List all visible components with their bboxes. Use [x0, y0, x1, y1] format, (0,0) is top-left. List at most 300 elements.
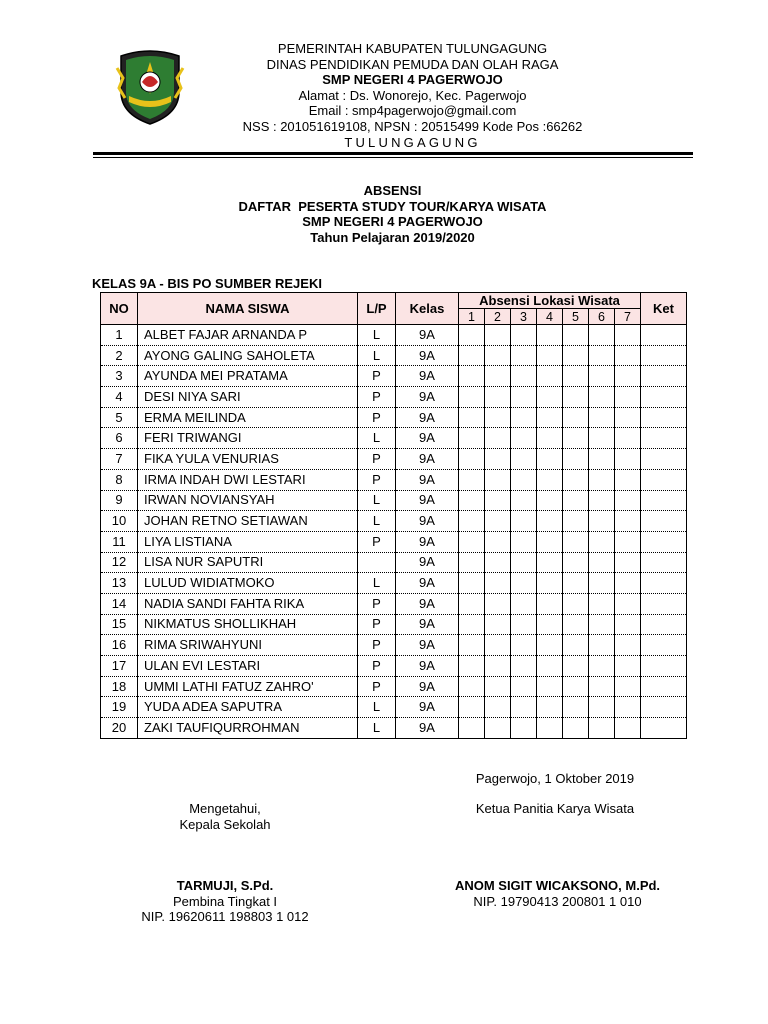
chair-signature — [430, 878, 685, 909]
cell-location-6[interactable] — [589, 469, 615, 490]
cell-location-6[interactable] — [589, 407, 615, 428]
cell-location-4[interactable] — [537, 573, 563, 594]
cell-location-1[interactable] — [459, 428, 485, 449]
cell-name: AYONG GALING SAHOLETA — [138, 345, 358, 366]
cell-location-1[interactable] — [459, 552, 485, 573]
cell-location-1[interactable] — [459, 325, 485, 346]
title-line-1: ABSENSI — [363, 183, 422, 198]
cell-location-3[interactable] — [511, 697, 537, 718]
cell-location-4[interactable] — [537, 635, 563, 656]
cell-location-5[interactable] — [563, 697, 589, 718]
cell-name: LULUD WIDIATMOKO — [138, 573, 358, 594]
table-row — [101, 345, 687, 366]
cell-no: 6 — [101, 428, 138, 449]
cell-location-4[interactable] — [537, 428, 563, 449]
principal-nip: NIP. 19620611 198803 1 012 — [141, 909, 309, 924]
cell-ket[interactable] — [641, 366, 687, 387]
cell-name: NADIA SANDI FAHTA RIKA — [138, 593, 358, 614]
cell-location-4[interactable] — [537, 490, 563, 511]
cell-location-1[interactable] — [459, 531, 485, 552]
cell-location-5[interactable] — [563, 345, 589, 366]
cell-location-1[interactable] — [459, 697, 485, 718]
table-row — [101, 531, 687, 552]
cell-lp: P — [358, 407, 396, 428]
cell-location-4[interactable] — [537, 325, 563, 346]
cell-location-6[interactable] — [589, 490, 615, 511]
cell-location-1[interactable] — [459, 449, 485, 470]
cell-name: IRMA INDAH DWI LESTARI — [138, 469, 358, 490]
cell-location-4[interactable] — [537, 552, 563, 573]
cell-location-5[interactable] — [563, 656, 589, 677]
cell-ket[interactable] — [641, 325, 687, 346]
cell-location-2[interactable] — [485, 345, 511, 366]
title-line-3: SMP NEGERI 4 PAGERWOJO — [302, 214, 483, 229]
cell-name: FERI TRIWANGI — [138, 428, 358, 449]
letterhead-rule-thick — [93, 152, 693, 155]
cell-location-1[interactable] — [459, 676, 485, 697]
cell-lp: P — [358, 366, 396, 387]
header-location-1: 1 — [459, 309, 485, 325]
cell-kelas: 9A — [396, 593, 459, 614]
cell-location-7[interactable] — [615, 676, 641, 697]
department-name: DINAS PENDIDIKAN PEMUDA DAN OLAH RAGA — [266, 56, 559, 72]
cell-location-2[interactable] — [485, 449, 511, 470]
cell-location-1[interactable] — [459, 656, 485, 677]
table-row — [101, 656, 687, 677]
cell-location-7[interactable] — [615, 366, 641, 387]
cell-no: 8 — [101, 469, 138, 490]
cell-location-7[interactable] — [615, 552, 641, 573]
school-address: Alamat : Ds. Wonorejo, Kec. Pagerwojo — [298, 87, 527, 103]
cell-kelas: 9A — [396, 490, 459, 511]
cell-lp: P — [358, 469, 396, 490]
cell-kelas: 9A — [396, 428, 459, 449]
cell-location-2[interactable] — [485, 325, 511, 346]
cell-location-6[interactable] — [589, 366, 615, 387]
table-row — [101, 428, 687, 449]
cell-location-4[interactable] — [537, 656, 563, 677]
cell-location-2[interactable] — [485, 387, 511, 408]
cell-location-7[interactable] — [615, 697, 641, 718]
cell-ket[interactable] — [641, 573, 687, 594]
cell-name: ERMA MEILINDA — [138, 407, 358, 428]
cell-location-1[interactable] — [459, 635, 485, 656]
cell-location-4[interactable] — [537, 511, 563, 532]
header-location-7: 7 — [615, 309, 641, 325]
cell-location-1[interactable] — [459, 407, 485, 428]
cell-location-3[interactable] — [511, 676, 537, 697]
cell-location-5[interactable] — [563, 469, 589, 490]
cell-ket[interactable] — [641, 469, 687, 490]
cell-no: 4 — [101, 387, 138, 408]
cell-location-7[interactable] — [615, 325, 641, 346]
table-row — [101, 387, 687, 408]
table-row — [101, 511, 687, 532]
cell-lp: P — [358, 676, 396, 697]
cell-location-4[interactable] — [537, 366, 563, 387]
school-name: SMP NEGERI 4 PAGERWOJO — [322, 72, 503, 88]
cell-location-3[interactable] — [511, 490, 537, 511]
cell-location-2[interactable] — [485, 718, 511, 739]
cell-no: 9 — [101, 490, 138, 511]
principal-signature — [115, 878, 335, 925]
table-row — [101, 593, 687, 614]
cell-kelas: 9A — [396, 449, 459, 470]
cell-no: 7 — [101, 449, 138, 470]
school-email: Email : smp4pagerwojo@gmail.com — [308, 103, 517, 119]
cell-ket[interactable] — [641, 407, 687, 428]
cell-location-6[interactable] — [589, 449, 615, 470]
cell-lp: P — [358, 593, 396, 614]
cell-location-7[interactable] — [615, 387, 641, 408]
cell-lp: L — [358, 718, 396, 739]
cell-location-1[interactable] — [459, 469, 485, 490]
cell-location-2[interactable] — [485, 614, 511, 635]
header-location-4: 4 — [537, 309, 563, 325]
cell-location-5[interactable] — [563, 407, 589, 428]
cell-location-5[interactable] — [563, 325, 589, 346]
cell-location-5[interactable] — [563, 552, 589, 573]
cell-ket[interactable] — [641, 718, 687, 739]
cell-location-6[interactable] — [589, 697, 615, 718]
letterhead — [160, 41, 665, 150]
cell-ket[interactable] — [641, 531, 687, 552]
cell-name: DESI NIYA SARI — [138, 387, 358, 408]
cell-location-5[interactable] — [563, 531, 589, 552]
cell-location-6[interactable] — [589, 614, 615, 635]
table-row — [101, 469, 687, 490]
cell-lp — [358, 552, 396, 573]
cell-location-1[interactable] — [459, 718, 485, 739]
cell-location-4[interactable] — [537, 407, 563, 428]
cell-location-4[interactable] — [537, 345, 563, 366]
cell-name: ULAN EVI LESTARI — [138, 656, 358, 677]
cell-location-6[interactable] — [589, 511, 615, 532]
cell-location-4[interactable] — [537, 676, 563, 697]
cell-kelas: 9A — [396, 469, 459, 490]
cell-kelas: 9A — [396, 387, 459, 408]
cell-location-3[interactable] — [511, 449, 537, 470]
cell-no: 13 — [101, 573, 138, 594]
table-row — [101, 552, 687, 573]
cell-location-6[interactable] — [589, 428, 615, 449]
cell-kelas: 9A — [396, 366, 459, 387]
header-location-5: 5 — [563, 309, 589, 325]
cell-ket[interactable] — [641, 428, 687, 449]
cell-location-6[interactable] — [589, 718, 615, 739]
cell-location-7[interactable] — [615, 490, 641, 511]
cell-location-2[interactable] — [485, 469, 511, 490]
cell-location-4[interactable] — [537, 718, 563, 739]
cell-location-7[interactable] — [615, 428, 641, 449]
cell-kelas: 9A — [396, 697, 459, 718]
cell-lp: L — [358, 511, 396, 532]
cell-no: 11 — [101, 531, 138, 552]
cell-location-2[interactable] — [485, 531, 511, 552]
cell-location-2[interactable] — [485, 552, 511, 573]
cell-location-2[interactable] — [485, 697, 511, 718]
cell-name: IRWAN NOVIANSYAH — [138, 490, 358, 511]
cell-name: LIYA LISTIANA — [138, 531, 358, 552]
cell-name: RIMA SRIWAHYUNI — [138, 635, 358, 656]
cell-kelas: 9A — [396, 325, 459, 346]
document-title — [160, 183, 625, 245]
cell-kelas: 9A — [396, 573, 459, 594]
header-location-3: 3 — [511, 309, 537, 325]
table-row — [101, 676, 687, 697]
cell-location-3[interactable] — [511, 469, 537, 490]
cell-name: YUDA ADEA SAPUTRA — [138, 697, 358, 718]
table-row — [101, 449, 687, 470]
cell-lp: L — [358, 325, 396, 346]
cell-location-3[interactable] — [511, 407, 537, 428]
cell-location-3[interactable] — [511, 635, 537, 656]
cell-location-4[interactable] — [537, 593, 563, 614]
cell-location-2[interactable] — [485, 428, 511, 449]
table-row — [101, 614, 687, 635]
cell-location-7[interactable] — [615, 469, 641, 490]
cell-location-1[interactable] — [459, 387, 485, 408]
attendance-table — [100, 292, 687, 739]
cell-lp: L — [358, 697, 396, 718]
title-line-4: Tahun Pelajaran 2019/2020 — [310, 229, 475, 245]
cell-name: NIKMATUS SHOLLIKHAH — [138, 614, 358, 635]
cell-no: 17 — [101, 656, 138, 677]
chair-nip: NIP. 19790413 200801 1 010 — [473, 893, 642, 909]
cell-kelas: 9A — [396, 635, 459, 656]
cell-location-5[interactable] — [563, 635, 589, 656]
cell-kelas: 9A — [396, 407, 459, 428]
cell-location-4[interactable] — [537, 449, 563, 470]
cell-kelas: 9A — [396, 552, 459, 573]
cell-location-5[interactable] — [563, 511, 589, 532]
cell-location-7[interactable] — [615, 407, 641, 428]
cell-name: ZAKI TAUFIQURROHMAN — [138, 718, 358, 739]
cell-location-7[interactable] — [615, 593, 641, 614]
cell-no: 18 — [101, 676, 138, 697]
cell-location-3[interactable] — [511, 428, 537, 449]
cell-location-6[interactable] — [589, 573, 615, 594]
cell-no: 19 — [101, 697, 138, 718]
table-row — [101, 490, 687, 511]
principal-name: TARMUJI, S.Pd. — [176, 878, 274, 893]
cell-location-6[interactable] — [589, 552, 615, 573]
cell-kelas: 9A — [396, 676, 459, 697]
cell-location-6[interactable] — [589, 635, 615, 656]
cell-ket[interactable] — [641, 593, 687, 614]
cell-ket[interactable] — [641, 697, 687, 718]
cell-location-5[interactable] — [563, 490, 589, 511]
cell-no: 10 — [101, 511, 138, 532]
cell-location-7[interactable] — [615, 531, 641, 552]
cell-ket[interactable] — [641, 656, 687, 677]
cell-location-1[interactable] — [459, 511, 485, 532]
title-line-2: DAFTAR PESERTA STUDY TOUR/KARYA WISATA — [238, 198, 547, 214]
cell-ket[interactable] — [641, 552, 687, 573]
header-location-2: 2 — [485, 309, 511, 325]
cell-ket[interactable] — [641, 490, 687, 511]
school-ids: NSS : 201051619108, NPSN : 20515499 Kode Pos :66262 — [242, 118, 583, 134]
committee-chair-title: Ketua Panitia Karya Wisata — [475, 801, 635, 816]
cell-ket[interactable] — [641, 387, 687, 408]
header-kelas: Kelas — [396, 293, 459, 325]
city-name: TULUNGAGUNG — [344, 134, 481, 150]
table-row — [101, 635, 687, 656]
cell-no: 1 — [101, 325, 138, 346]
header-ket: Ket — [641, 293, 687, 325]
cell-location-4[interactable] — [537, 387, 563, 408]
principal-rank: Pembina Tingkat I — [172, 893, 278, 909]
cell-location-7[interactable] — [615, 656, 641, 677]
cell-no: 2 — [101, 345, 138, 366]
cell-location-2[interactable] — [485, 593, 511, 614]
table-row — [101, 573, 687, 594]
cell-lp: P — [358, 614, 396, 635]
cell-name: AYUNDA MEI PRATAMA — [138, 366, 358, 387]
cell-lp: P — [358, 635, 396, 656]
cell-location-3[interactable] — [511, 718, 537, 739]
cell-location-6[interactable] — [589, 387, 615, 408]
cell-location-3[interactable] — [511, 366, 537, 387]
place-date: Pagerwojo, 1 Oktober 2019 — [475, 771, 635, 786]
cell-location-3[interactable] — [511, 656, 537, 677]
cell-ket[interactable] — [641, 511, 687, 532]
cell-location-3[interactable] — [511, 552, 537, 573]
cell-location-1[interactable] — [459, 614, 485, 635]
cell-location-1[interactable] — [459, 345, 485, 366]
cell-no: 12 — [101, 552, 138, 573]
cell-kelas: 9A — [396, 718, 459, 739]
cell-location-5[interactable] — [563, 428, 589, 449]
cell-location-5[interactable] — [563, 718, 589, 739]
table-row — [101, 697, 687, 718]
cell-location-3[interactable] — [511, 614, 537, 635]
cell-location-5[interactable] — [563, 387, 589, 408]
cell-location-6[interactable] — [589, 531, 615, 552]
cell-name: ALBET FAJAR ARNANDA P — [138, 325, 358, 346]
cell-location-6[interactable] — [589, 593, 615, 614]
cell-location-1[interactable] — [459, 490, 485, 511]
cell-no: 14 — [101, 593, 138, 614]
cell-location-5[interactable] — [563, 366, 589, 387]
cell-lp: L — [358, 573, 396, 594]
cell-location-2[interactable] — [485, 635, 511, 656]
cell-location-2[interactable] — [485, 490, 511, 511]
table-row — [101, 407, 687, 428]
cell-location-6[interactable] — [589, 325, 615, 346]
cell-lp: L — [358, 345, 396, 366]
cell-location-1[interactable] — [459, 573, 485, 594]
cell-location-5[interactable] — [563, 676, 589, 697]
cell-name: FIKA YULA VENURIAS — [138, 449, 358, 470]
cell-ket[interactable] — [641, 676, 687, 697]
table-row — [101, 325, 687, 346]
cell-location-3[interactable] — [511, 387, 537, 408]
cell-no: 20 — [101, 718, 138, 739]
cell-location-2[interactable] — [485, 676, 511, 697]
cell-location-6[interactable] — [589, 676, 615, 697]
cell-kelas: 9A — [396, 614, 459, 635]
cell-kelas: 9A — [396, 511, 459, 532]
cell-no: 5 — [101, 407, 138, 428]
cell-name: UMMI LATHI FATUZ ZAHRO' — [138, 676, 358, 697]
class-label: KELAS 9A - BIS PO SUMBER REJEKI — [92, 276, 322, 291]
chair-name: ANOM SIGIT WICAKSONO, M.Pd. — [454, 878, 661, 893]
cell-kelas: 9A — [396, 656, 459, 677]
cell-no: 16 — [101, 635, 138, 656]
cell-location-7[interactable] — [615, 573, 641, 594]
cell-location-1[interactable] — [459, 366, 485, 387]
cell-location-5[interactable] — [563, 614, 589, 635]
cell-ket[interactable] — [641, 614, 687, 635]
cell-kelas: 9A — [396, 345, 459, 366]
cell-location-7[interactable] — [615, 614, 641, 635]
cell-location-4[interactable] — [537, 614, 563, 635]
cell-location-3[interactable] — [511, 593, 537, 614]
cell-lp: P — [358, 387, 396, 408]
cell-location-5[interactable] — [563, 593, 589, 614]
cell-no: 15 — [101, 614, 138, 635]
cell-location-7[interactable] — [615, 449, 641, 470]
cell-location-5[interactable] — [563, 573, 589, 594]
header-location-6: 6 — [589, 309, 615, 325]
cell-location-2[interactable] — [485, 407, 511, 428]
cell-lp: P — [358, 531, 396, 552]
cell-location-4[interactable] — [537, 469, 563, 490]
header-absensi: Absensi Lokasi Wisata — [459, 293, 641, 309]
cell-kelas: 9A — [396, 531, 459, 552]
cell-location-2[interactable] — [485, 656, 511, 677]
cell-name: LISA NUR SAPUTRI — [138, 552, 358, 573]
header-lp: L/P — [358, 293, 396, 325]
cell-no: 3 — [101, 366, 138, 387]
cell-location-7[interactable] — [615, 718, 641, 739]
letterhead-rule-thin — [93, 157, 693, 158]
cell-ket[interactable] — [641, 635, 687, 656]
cell-location-3[interactable] — [511, 511, 537, 532]
cell-lp: L — [358, 490, 396, 511]
cell-location-2[interactable] — [485, 511, 511, 532]
cell-location-4[interactable] — [537, 531, 563, 552]
cell-location-7[interactable] — [615, 345, 641, 366]
cell-location-2[interactable] — [485, 573, 511, 594]
cell-lp: P — [358, 656, 396, 677]
government-name: PEMERINTAH KABUPATEN TULUNGAGUNG — [277, 41, 548, 56]
cell-location-7[interactable] — [615, 511, 641, 532]
acknowledged-label: Mengetahui, — [189, 801, 261, 816]
cell-location-3[interactable] — [511, 573, 537, 594]
header-no: NO — [101, 293, 138, 325]
cell-location-3[interactable] — [511, 325, 537, 346]
cell-location-5[interactable] — [563, 449, 589, 470]
cell-location-4[interactable] — [537, 697, 563, 718]
cell-name: JOHAN RETNO SETIAWAN — [138, 511, 358, 532]
cell-location-1[interactable] — [459, 593, 485, 614]
acknowledgement-block — [140, 801, 310, 833]
cell-location-7[interactable] — [615, 635, 641, 656]
cell-location-3[interactable] — [511, 531, 537, 552]
cell-location-6[interactable] — [589, 345, 615, 366]
cell-location-2[interactable] — [485, 366, 511, 387]
cell-location-6[interactable] — [589, 656, 615, 677]
header-name: NAMA SISWA — [138, 293, 358, 325]
cell-location-3[interactable] — [511, 345, 537, 366]
principal-title: Kepala Sekolah — [179, 817, 271, 832]
cell-ket[interactable] — [641, 449, 687, 470]
table-row — [101, 718, 687, 739]
cell-lp: P — [358, 449, 396, 470]
cell-ket[interactable] — [641, 345, 687, 366]
